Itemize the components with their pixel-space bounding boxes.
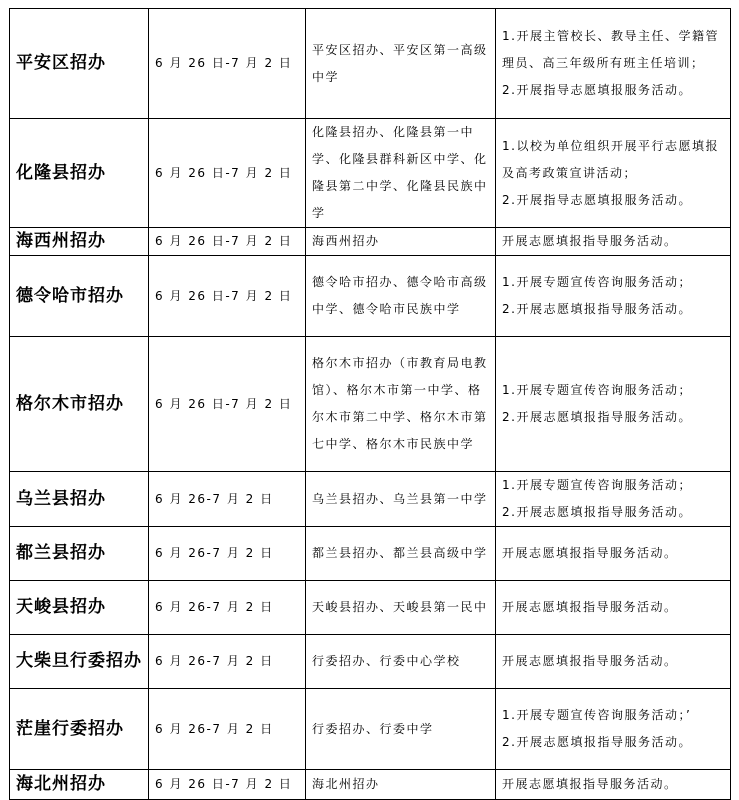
date-cell: 6 月 26-7 月 2 日 bbox=[149, 472, 306, 527]
content-cell bbox=[496, 119, 731, 228]
table-body bbox=[10, 9, 731, 800]
org-name-cell: 德令哈市招办 bbox=[10, 256, 149, 337]
content-line: 2.开展志愿填报指导服务活动。 bbox=[502, 505, 692, 519]
date-cell: 6 月 26 日-7 月 2 日 bbox=[149, 119, 306, 228]
content-line: 2.开展指导志愿填报服务活动。 bbox=[502, 192, 692, 207]
content-cell bbox=[496, 581, 731, 635]
date-cell: 6 月 26-7 月 2 日 bbox=[149, 689, 306, 770]
table-row bbox=[10, 119, 731, 228]
schedule-table bbox=[9, 8, 731, 800]
units-cell: 行委招办、行委中学 bbox=[306, 689, 496, 770]
org-name-cell: 茫崖行委招办 bbox=[10, 689, 149, 770]
org-name-cell: 天峻县招办 bbox=[10, 581, 149, 635]
org-name-cell: 海西州招办 bbox=[10, 228, 149, 256]
content-line: 开展志愿填报指导服务活动。 bbox=[502, 600, 678, 614]
org-name-cell: 平安区招办 bbox=[10, 9, 149, 119]
content-line: 1.开展专题宣传咨询服务活动；’ bbox=[502, 708, 692, 722]
content-line: 开展志愿填报指导服务活动。 bbox=[502, 234, 678, 248]
content-cell bbox=[496, 337, 731, 472]
content-cell bbox=[496, 256, 731, 337]
content-line: 2.开展志愿填报指导服务活动。 bbox=[502, 302, 692, 316]
date-cell: 6 月 26-7 月 2 日 bbox=[149, 527, 306, 581]
date-cell: 6 月 26 日-7 月 2 日 bbox=[149, 337, 306, 472]
content-line: 1.开展主管校长、教导主任、学籍管理员、高三年级所有班主任培训； bbox=[502, 29, 719, 70]
date-cell: 6 月 26 日-7 月 2 日 bbox=[149, 770, 306, 800]
org-name-cell: 大柴旦行委招办 bbox=[10, 635, 149, 689]
content-line: 1.开展专题宣传咨询服务活动； bbox=[502, 383, 692, 397]
table-row bbox=[10, 9, 731, 119]
table-row bbox=[10, 527, 731, 581]
content-cell bbox=[496, 527, 731, 581]
content-line: 2.开展指导志愿填报服务活动。 bbox=[502, 83, 692, 97]
units-cell: 化隆县招办、化隆县第一中学、化隆县群科新区中学、化隆县第二中学、化隆县民族中学 bbox=[306, 119, 496, 228]
table-row bbox=[10, 689, 731, 770]
content-cell bbox=[496, 228, 731, 256]
date-cell: 6 月 26-7 月 2 日 bbox=[149, 581, 306, 635]
org-name-cell: 化隆县招办 bbox=[10, 119, 149, 228]
units-cell: 乌兰县招办、乌兰县第一中学 bbox=[306, 472, 496, 527]
content-line: 2.开展志愿填报指导服务活动。 bbox=[502, 410, 692, 424]
date-cell: 6 月 26 日-7 月 2 日 bbox=[149, 9, 306, 119]
content-line: 2.开展志愿填报指导服务活动。 bbox=[502, 735, 692, 749]
table-row bbox=[10, 337, 731, 472]
content-cell bbox=[496, 635, 731, 689]
content-cell bbox=[496, 9, 731, 119]
table-row bbox=[10, 770, 731, 800]
content-line: 开展志愿填报指导服务活动。 bbox=[502, 546, 678, 560]
table-row bbox=[10, 581, 731, 635]
table-row bbox=[10, 256, 731, 337]
content-line: 1.开展专题宣传咨询服务活动； bbox=[502, 275, 692, 289]
table-row bbox=[10, 228, 731, 256]
units-cell: 都兰县招办、都兰县高级中学 bbox=[306, 527, 496, 581]
units-cell: 海北州招办 bbox=[306, 770, 496, 800]
units-cell: 格尔木市招办（市教育局电教馆）、格尔木市第一中学、格尔木市第二中学、格尔木市第七中学、格尔木市民族中学 bbox=[306, 337, 496, 472]
org-name-cell: 海北州招办 bbox=[10, 770, 149, 800]
content-cell bbox=[496, 770, 731, 800]
content-line: 1.开展专题宣传咨询服务活动； bbox=[502, 478, 692, 492]
content-line: 开展志愿填报指导服务活动。 bbox=[502, 654, 678, 668]
units-cell: 德令哈市招办、德令哈市高级中学、德令哈市民族中学 bbox=[306, 256, 496, 337]
content-cell bbox=[496, 689, 731, 770]
content-line: 1.以校为单位组织开展平行志愿填报及高考政策宣讲活动； bbox=[502, 138, 719, 180]
content-cell bbox=[496, 472, 731, 527]
table-row bbox=[10, 472, 731, 527]
org-name-cell: 乌兰县招办 bbox=[10, 472, 149, 527]
date-cell: 6 月 26-7 月 2 日 bbox=[149, 635, 306, 689]
units-cell: 行委招办、行委中心学校 bbox=[306, 635, 496, 689]
units-cell: 海西州招办 bbox=[306, 228, 496, 256]
date-cell: 6 月 26 日-7 月 2 日 bbox=[149, 228, 306, 256]
org-name-cell: 都兰县招办 bbox=[10, 527, 149, 581]
date-cell: 6 月 26 日-7 月 2 日 bbox=[149, 256, 306, 337]
table-row bbox=[10, 635, 731, 689]
units-cell: 天峻县招办、天峻县第一民中 bbox=[306, 581, 496, 635]
units-cell: 平安区招办、平安区第一高级中学 bbox=[306, 9, 496, 119]
org-name-cell: 格尔木市招办 bbox=[10, 337, 149, 472]
content-line: 开展志愿填报指导服务活动。 bbox=[502, 777, 678, 791]
